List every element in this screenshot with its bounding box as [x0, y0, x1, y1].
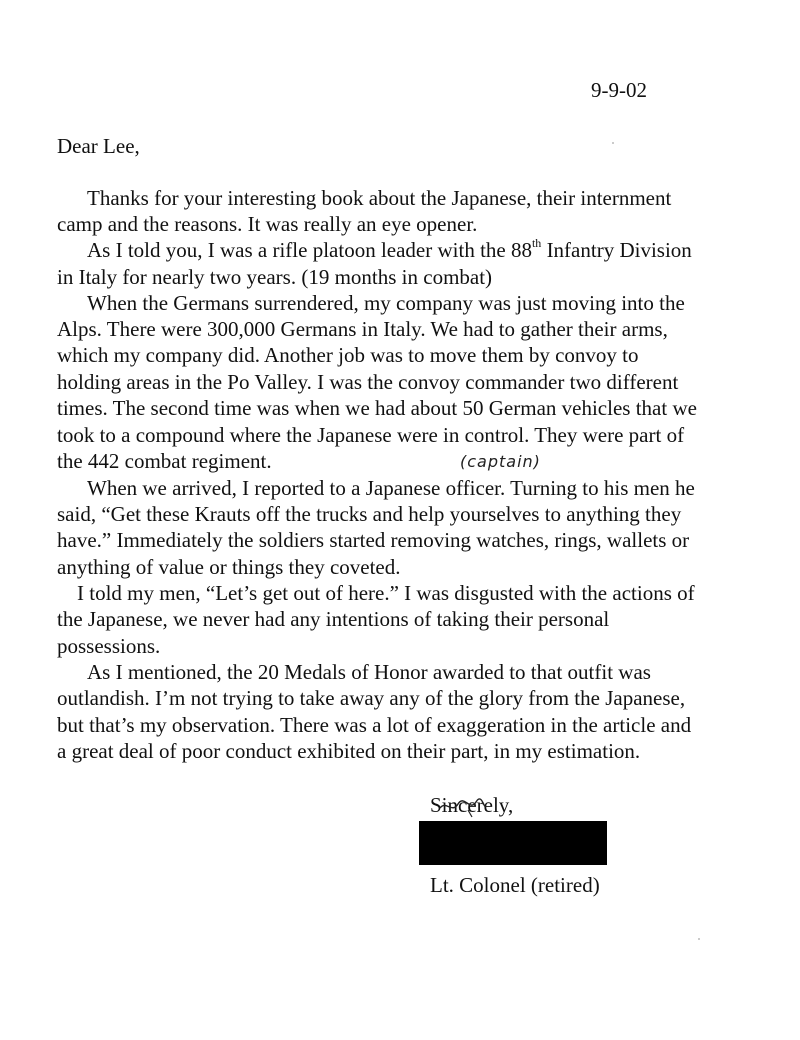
body-line-6: Alps. There were 300,000 Germans in Italy. We had to gather their arms,: [57, 317, 668, 341]
body-line-3-text: As I told you, I was a rifle platoon leader with the 88: [87, 238, 532, 262]
body-line-9: times. The second time was when we had about 50 German vehicles that we: [57, 396, 697, 420]
body-line-20: outlandish. I’m not trying to take away any of the glory from the Japanese,: [57, 686, 686, 710]
body-line-1: Thanks for your interesting book about the Japanese, their internment: [87, 186, 672, 210]
signature-title: Lt. Colonel (retired): [430, 873, 600, 897]
body-line-14: have.” Immediately the soldiers started removing watches, rings, wallets or: [57, 528, 690, 552]
body-line-22: a great deal of poor conduct exhibited on their part, in my estimation.: [57, 739, 641, 763]
body-line-11: the 442 combat regiment.: [57, 449, 272, 473]
body-line-16: I told my men, “Let’s get out of here.” I was disgusted with the actions of: [77, 581, 695, 605]
body-line-7: which my company did. Another job was to move them by convoy to: [57, 343, 639, 367]
body-line-10: took to a compound where the Japanese were in control. They were part of: [57, 423, 685, 447]
scan-speck: [612, 142, 614, 144]
salutation: Dear Lee,: [57, 134, 140, 158]
body-line-12: When we arrived, I reported to a Japanese officer. Turning to his men he: [87, 476, 695, 500]
body-line-4: in Italy for nearly two years. (19 months in combat): [57, 265, 493, 289]
body-line-18: possessions.: [57, 634, 161, 658]
body-line-15: anything of value or things they coveted.: [57, 555, 401, 579]
body-line-3: [87, 238, 692, 262]
redacted-signature: [419, 821, 607, 865]
signature-scribble: [438, 796, 488, 818]
body-line-13: said, “Get these Krauts off the trucks and help yourselves to anything they: [57, 502, 682, 526]
body-line-17: the Japanese, we never had any intentions of taking their personal: [57, 607, 610, 631]
ordinal-superscript: th: [531, 236, 542, 250]
body-line-2: camp and the reasons. It was really an eye opener.: [57, 212, 478, 236]
closing: Sincerely,: [430, 793, 514, 817]
body-line-21: but that’s my observation. There was a lot of exaggeration in the article and: [57, 713, 692, 737]
scan-speck: [698, 938, 700, 940]
letter-date: 9-9-02: [591, 78, 647, 102]
body-line-3-tail: Infantry Division: [541, 238, 692, 262]
handwritten-insert: (captain): [460, 452, 541, 471]
body-line-5: When the Germans surrendered, my company was just moving into the: [87, 291, 685, 315]
body-line-19: As I mentioned, the 20 Medals of Honor awarded to that outfit was: [87, 660, 651, 684]
body-line-8: holding areas in the Po Valley. I was the convoy commander two different: [57, 370, 679, 394]
